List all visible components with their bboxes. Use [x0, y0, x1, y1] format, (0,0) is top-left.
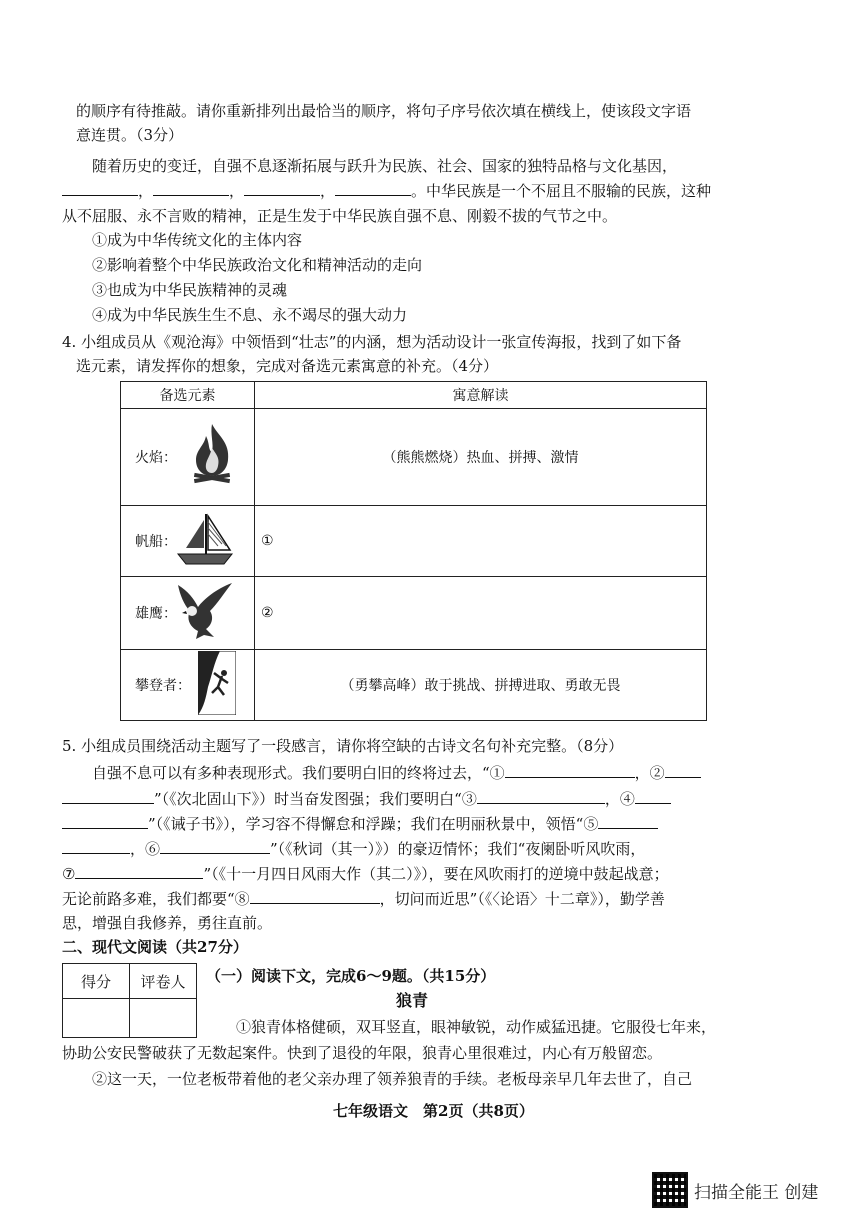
blank-4[interactable] [335, 180, 411, 196]
element-name: 帆船： [135, 534, 177, 550]
blank-3[interactable] [244, 180, 320, 196]
table-header-row [121, 382, 707, 409]
header-meaning: 寓意解读 [255, 382, 707, 409]
page-footer: 七年级语文 第2页（共8页） [333, 1102, 534, 1120]
blank-2-cont[interactable] [62, 788, 154, 804]
grader-header: 评卷人 [130, 964, 197, 999]
q5-line4: ”（《诫子书》），学习容不得懈怠和浮躁；我们在明丽秋景中，领悟“⑤ [62, 813, 658, 835]
header-elements: 备选元素 [121, 382, 255, 409]
table-row [121, 577, 707, 650]
q5-line6: ⑦ ”（《十一月四日风雨大作（其二）》），要在风吹雨打的逆境中鼓起战意； [62, 865, 669, 883]
q3-option-2: ②影响着整个中华民族政治文化和精神活动的走向 [92, 256, 423, 274]
q3-paragraph-line1: 随着历史的变迁，自强不息逐渐拓展与跃升为民族、社会、国家的独特品格与文化基因， [92, 157, 678, 175]
table-row [121, 409, 707, 506]
element-name: 攀登者： [135, 678, 191, 694]
q3-option-1: ①成为中华传统文化的主体内容 [92, 231, 303, 249]
blank-5[interactable] [598, 813, 658, 829]
q3-option-3: ③也成为中华民族精神的灵魂 [92, 281, 288, 299]
elements-table [120, 381, 707, 721]
q5-line1: 5. 小组成员围绕活动主题写了一段感言，请你将空缺的古诗文名句补充完整。（8分） [62, 737, 624, 755]
blank-1[interactable] [62, 180, 138, 196]
q3-option-4: ④成为中华民族生生不息、永不竭尽的强大动力 [92, 306, 408, 324]
grader-cell[interactable] [130, 999, 197, 1038]
blank-3[interactable] [477, 788, 605, 804]
q5-line2: 自强不息可以有多种表现形式。我们要明白旧的终将过去，“① ，② [92, 762, 701, 784]
blank-4-cont[interactable] [62, 813, 148, 829]
score-cell[interactable] [63, 999, 130, 1038]
blank-2[interactable] [153, 180, 229, 196]
scanner-label: 扫描全能王 创建 [694, 1182, 819, 1203]
story-para2-line1: ②这一天，一位老板带着他的老父亲办理了领养狼青的手续。老板母亲早几年去世了，自己 [92, 1070, 693, 1088]
sailboat-icon [174, 512, 236, 570]
element-name: 火焰： [135, 450, 177, 466]
story-para1-line1: ①狼青体格健硕，双耳竖直，眼神敏锐，动作威猛迅捷。它服役七年来， [236, 1018, 717, 1036]
table-row [121, 650, 707, 721]
blank-8[interactable] [250, 888, 380, 904]
meaning-cell: （勇攀高峰）敢于挑战、拼搏进取、勇敢无畏 [255, 650, 707, 721]
reading-intro: （一）阅读下文，完成6～9题。（共15分） [206, 967, 496, 985]
blank-4[interactable] [635, 788, 671, 804]
q5-line3: ”（《次北固山下》）时当奋发图强；我们要明白“③ ，④ [62, 788, 671, 810]
q4-line2: 选元素，请发挥你的想象，完成对备选元素寓意的补充。（4分） [76, 357, 499, 375]
meaning-cell[interactable]: ① [255, 506, 707, 577]
eagle-icon [170, 581, 236, 645]
q5-line8: 思，增强自我修养，勇往直前。 [62, 914, 273, 932]
q4-line1: 4. 小组成员从《观沧海》中领悟到“壮志”的内涵，想为活动设计一张宣传海报，找到了如下备 [62, 333, 682, 351]
q3-instruction-line2: 意连贯。（3分） [76, 126, 184, 144]
flame-icon [188, 422, 236, 492]
q5-line7: 无论前路多难，我们都要“⑧ ，切问而近思”（《〈论语〉十二章》），勤学善 [62, 890, 665, 908]
climber-icon [198, 651, 236, 719]
q3-paragraph-line2: ， ， ， 。中华民族是一个不屈且不服输的民族，这种 [62, 180, 711, 202]
table-row [121, 506, 707, 577]
scanner-watermark [652, 1172, 818, 1208]
story-para1-line2: 协助公安民警破获了无数起案件。快到了退役的年限，狼青心里很难过，内心有万般留恋。 [62, 1044, 663, 1062]
blank-5-cont[interactable] [62, 838, 130, 854]
qr-code-icon [652, 1172, 688, 1208]
q3-instruction-line1: 的顺序有待推敲。请你重新排列出最恰当的顺序，将句子序号依次填在横线上，使该段文字语 [76, 102, 692, 120]
element-name: 雄鹰： [135, 606, 177, 622]
story-title: 狼青 [396, 991, 429, 1010]
section-title: 二、现代文阅读（共27分） [62, 938, 248, 956]
score-box [62, 963, 197, 1038]
blank-2[interactable] [665, 762, 701, 778]
q5-line5: ，⑥ ”（《秋词（其一）》）的豪迈情怀；我们“夜阑卧听风吹雨， [62, 838, 645, 860]
blank-7[interactable] [75, 863, 203, 879]
blank-6[interactable] [160, 838, 270, 854]
meaning-cell[interactable]: ② [255, 577, 707, 650]
q3-paragraph-line3: 从不屈服、永不言败的精神，正是生发于中华民族自强不息、刚毅不拔的气节之中。 [62, 207, 618, 225]
blank-1[interactable] [505, 762, 635, 778]
meaning-cell: （熊熊燃烧）热血、拼搏、激情 [255, 409, 707, 506]
score-header: 得分 [63, 964, 130, 999]
